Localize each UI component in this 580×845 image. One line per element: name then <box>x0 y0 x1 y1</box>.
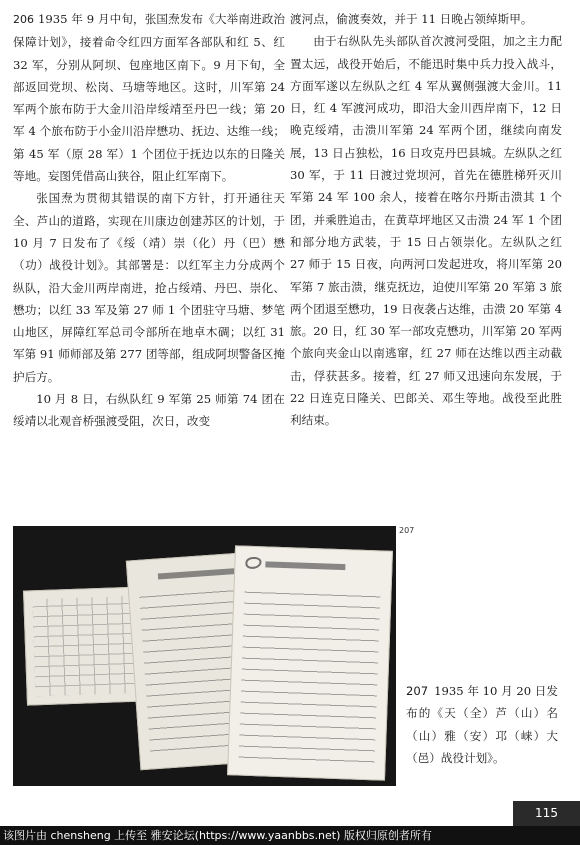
handwritten-campaign-plan-sheet <box>227 545 393 780</box>
paragraph-continuation: 渡河点，偷渡奏效，并于 11 日晚占领绰斯甲。 <box>290 12 533 26</box>
figure-tag: 207 <box>399 526 415 535</box>
paragraph-campaign-progress: 由于右纵队先头部队首次渡河受阻，加之主力配置太远，战役开始后，不能迅时集中兵力投入战斗，方面军遂以左纵队之红 4 军从翼侧强渡大金川。11 日，红 4 军渡河成功，即沿大金川西岸南下，12 日晚克绥靖，击溃川军第 24 军两个团，继续向南发展，13 日占独松，16 日攻克丹巴县城。左纵队之红 30 军，于 11 日渡过党坝河，首先在德胜梯歼灭川军第 24 军 100 余人，接着在喀尔丹斯击溃其 1 个团，并乘胜追击，在黄草坪地区又击溃 24 军 1 个团和部分地方武装，于 15 日占领崇化。左纵队之红 27 师于 15 日夜，向两河口发起进攻，将川军第 20 军第 7 旅击溃，继克抚边，迫使川军第 20 军第 3 旅两个团退至懋功，19 日夜袭占达维，击溃 20 军第 4 旅。20 日，红 30 军一部攻克懋功，川军第 20 军两个旅向夹金山以南逃窜，红 27 师在达维以西主动截击，俘获甚多。接着，红 27 师又迅速向东发展，于 22 日连克日隆关、巴郎关、邓生等地。战役至此胜利结束。 <box>290 34 562 428</box>
caption-text: 1935 年 10 月 20 日发布的《天（全）芦（山）名（山）雅（安）邛（崃）大（邑）战役计划》。 <box>406 684 558 765</box>
left-text-column <box>13 8 285 433</box>
upload-watermark-bar: 该图片由 chensheng 上传至 雅安论坛(https://www.yaanbbs.net) 版权归原创者所有 <box>0 826 580 845</box>
historical-document-photo <box>13 526 396 786</box>
page-number: 115 <box>513 801 580 826</box>
paragraph-text: 1935 年 9 月中旬，张国焘发布《大举南进政治保障计划》，接着命令红四方面军各部队和红 5、红 32 军，分别从阿坝、包座地区南下。9 月下旬，全部返回党坝、松岗、马塘等地区。这时，川军第 24 军两个旅布防于大金川沿岸绥靖至丹巴一线；第 20 军 4 个旅布防于小金川沿岸懋功、抚边、达维一线；第 45 军（原 28 军）1 个团位于抚边以东的日隆关等地。妄图凭借高山狭谷，阻止红军南下。 <box>13 12 285 184</box>
caption-number: 207 <box>406 684 429 698</box>
paragraph-oct-8: 10 月 8 日，右纵队红 9 军第 25 师第 74 团在绥靖以北观音桥强渡受阻，次日，改变 <box>13 392 285 429</box>
paragraph-zhang-guotao-plan: 张国焘为贯彻其错误的南下方针，打开通往天全、芦山的道路，实现在川康边创建苏区的计划，于 10 月 7 日发布了《绥（靖）崇（化）丹（巴）懋（功）战役计划》。其部署是：以红军主力分成两个纵队，沿大金川两岸南进，抢占绥靖、丹巴、崇化、懋功；以红 33 军及第 27 师 1 个团驻守马塘、梦笔山地区，屏障红军总司令部所在地卓木碉；以红 31 军第 91 师师部及第 277 团等部，组成阿坝警备区掩护后方。 <box>13 191 285 384</box>
figure-ref-number: 206 <box>13 13 34 26</box>
figure-caption <box>406 680 558 769</box>
paragraph-206 <box>13 8 285 187</box>
right-text-column <box>290 8 562 432</box>
